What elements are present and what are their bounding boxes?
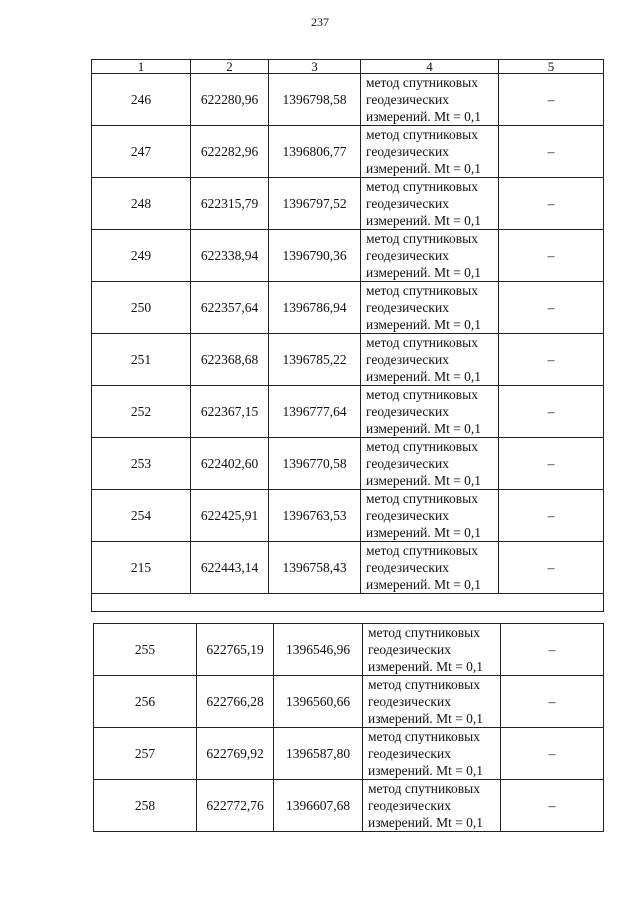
coord-y: 1396560,66 xyxy=(274,676,363,728)
method-description: метод спутниковых геодезических измерений. Mt = 0,1 xyxy=(361,178,499,230)
separator-cell xyxy=(92,594,604,612)
method-description: метод спутниковых геодезических измерений. Mt = 0,1 xyxy=(363,676,501,728)
point-number: 247 xyxy=(92,126,191,178)
header-col-2: 2 xyxy=(191,60,269,74)
coord-y: 1396758,43 xyxy=(269,542,361,594)
method-description: метод спутниковых геодезических измерений. Mt = 0,1 xyxy=(361,438,499,490)
note-value: – xyxy=(499,230,604,282)
method-description: метод спутниковых геодезических измерений. Mt = 0,1 xyxy=(361,126,499,178)
coord-y: 1396790,36 xyxy=(269,230,361,282)
coord-y: 1396546,96 xyxy=(274,624,363,676)
point-number: 249 xyxy=(92,230,191,282)
note-value: – xyxy=(499,438,604,490)
method-description: метод спутниковых геодезических измерений. Mt = 0,1 xyxy=(363,780,501,832)
table-row xyxy=(94,780,604,832)
coord-x: 622772,76 xyxy=(197,780,274,832)
table-row xyxy=(92,230,604,282)
header-col-3: 3 xyxy=(269,60,361,74)
note-value: – xyxy=(499,126,604,178)
point-number: 257 xyxy=(94,728,197,780)
note-value: – xyxy=(499,74,604,126)
table-row xyxy=(92,126,604,178)
table-row xyxy=(92,282,604,334)
point-number: 254 xyxy=(92,490,191,542)
coord-y: 1396763,53 xyxy=(269,490,361,542)
table-row xyxy=(92,178,604,230)
coord-x: 622765,19 xyxy=(197,624,274,676)
coord-x: 622402,60 xyxy=(191,438,269,490)
point-number: 258 xyxy=(94,780,197,832)
coord-x: 622766,28 xyxy=(197,676,274,728)
note-value: – xyxy=(501,728,604,780)
header-col-4: 4 xyxy=(361,60,499,74)
table-row xyxy=(92,438,604,490)
page-number: 237 xyxy=(311,15,329,29)
coord-y: 1396770,58 xyxy=(269,438,361,490)
coord-x: 622282,96 xyxy=(191,126,269,178)
note-value: – xyxy=(499,334,604,386)
method-description: метод спутниковых геодезических измерений. Mt = 0,1 xyxy=(361,334,499,386)
coord-y: 1396786,94 xyxy=(269,282,361,334)
point-number: 252 xyxy=(92,386,191,438)
note-value: – xyxy=(501,780,604,832)
note-value: – xyxy=(501,676,604,728)
coord-y: 1396806,77 xyxy=(269,126,361,178)
coordinates-table xyxy=(91,59,604,612)
coord-x: 622769,92 xyxy=(197,728,274,780)
coordinates-table-continued xyxy=(93,623,604,832)
coord-x: 622367,15 xyxy=(191,386,269,438)
note-value: – xyxy=(499,386,604,438)
coord-y: 1396785,22 xyxy=(269,334,361,386)
point-number: 215 xyxy=(92,542,191,594)
coord-x: 622425,91 xyxy=(191,490,269,542)
coord-x: 622280,96 xyxy=(191,74,269,126)
point-number: 250 xyxy=(92,282,191,334)
method-description: метод спутниковых геодезических измерений. Mt = 0,1 xyxy=(363,624,501,676)
coord-x: 622315,79 xyxy=(191,178,269,230)
point-number: 253 xyxy=(92,438,191,490)
point-number: 255 xyxy=(94,624,197,676)
coord-x: 622338,94 xyxy=(191,230,269,282)
table-row xyxy=(92,542,604,594)
point-number: 246 xyxy=(92,74,191,126)
point-number: 256 xyxy=(94,676,197,728)
table-row xyxy=(92,490,604,542)
coord-y: 1396798,58 xyxy=(269,74,361,126)
coord-x: 622357,64 xyxy=(191,282,269,334)
header-col-5: 5 xyxy=(499,60,604,74)
note-value: – xyxy=(499,282,604,334)
coord-x: 622368,68 xyxy=(191,334,269,386)
table-row xyxy=(92,334,604,386)
table-row xyxy=(92,386,604,438)
method-description: метод спутниковых геодезических измерений. Mt = 0,1 xyxy=(361,386,499,438)
note-value: – xyxy=(501,624,604,676)
separator-row xyxy=(92,594,604,612)
method-description: метод спутниковых геодезических измерений. Mt = 0,1 xyxy=(361,74,499,126)
coord-x: 622443,14 xyxy=(191,542,269,594)
coord-y: 1396777,64 xyxy=(269,386,361,438)
method-description: метод спутниковых геодезических измерений. Mt = 0,1 xyxy=(361,542,499,594)
method-description: метод спутниковых геодезических измерений. Mt = 0,1 xyxy=(361,490,499,542)
table-row xyxy=(92,74,604,126)
note-value: – xyxy=(499,542,604,594)
table-row xyxy=(94,676,604,728)
method-description: метод спутниковых геодезических измерений. Mt = 0,1 xyxy=(361,230,499,282)
table-row xyxy=(94,624,604,676)
table-row xyxy=(94,728,604,780)
point-number: 248 xyxy=(92,178,191,230)
table-header-row xyxy=(92,60,604,74)
method-description: метод спутниковых геодезических измерений. Mt = 0,1 xyxy=(363,728,501,780)
point-number: 251 xyxy=(92,334,191,386)
note-value: – xyxy=(499,178,604,230)
method-description: метод спутниковых геодезических измерений. Mt = 0,1 xyxy=(361,282,499,334)
coord-y: 1396607,68 xyxy=(274,780,363,832)
coord-y: 1396797,52 xyxy=(269,178,361,230)
coord-y: 1396587,80 xyxy=(274,728,363,780)
header-col-1: 1 xyxy=(92,60,191,74)
note-value: – xyxy=(499,490,604,542)
